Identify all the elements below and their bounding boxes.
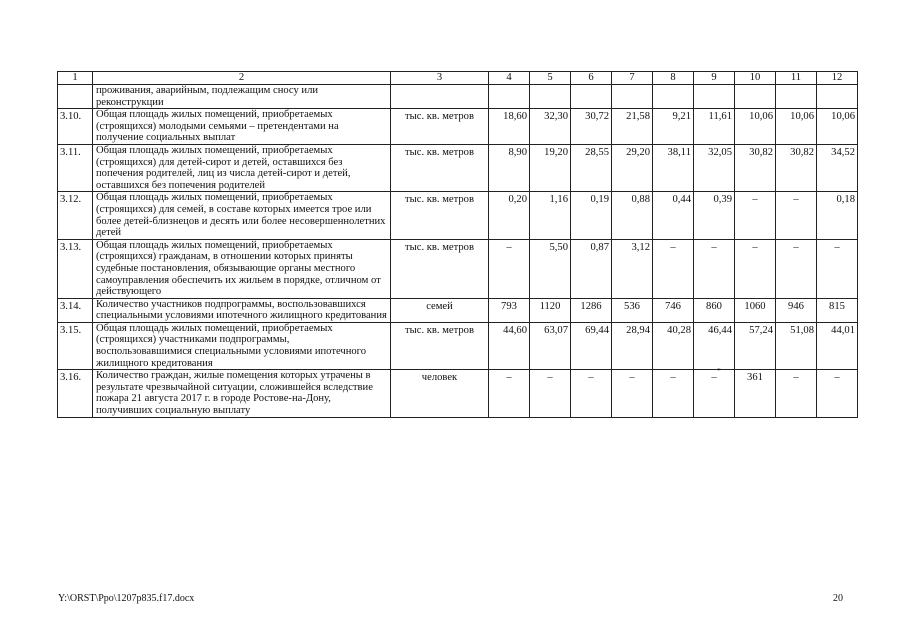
row-value	[776, 85, 817, 109]
row-value: 30,82	[776, 144, 817, 191]
row-value	[530, 85, 571, 109]
row-value: –	[735, 239, 776, 298]
row-value: 1286	[571, 298, 612, 322]
table-row	[58, 85, 858, 109]
row-value: –	[817, 370, 858, 417]
row-number: 3.15.	[58, 322, 93, 369]
row-value: 10,06	[817, 109, 858, 145]
column-number-header: 10	[735, 72, 776, 85]
row-value: 0,20	[489, 192, 530, 239]
row-value: 21,58	[612, 109, 653, 145]
row-value: 40,28	[653, 322, 694, 369]
row-unit: тыс. кв. метров	[391, 239, 489, 298]
row-description: Количество граждан, жилые помещения которых утрачены в результате чрезвычайной ситуации, сложившейся вследствие пожара 21 августа 2017 г. в городе Ростове-на-Дону, получивших социальную выплату	[93, 370, 391, 417]
row-value: –	[530, 370, 571, 417]
row-value: 0,39	[694, 192, 735, 239]
row-value: 0,88	[612, 192, 653, 239]
row-value: 1,16	[530, 192, 571, 239]
row-value: 0,44	[653, 192, 694, 239]
table-row	[58, 298, 858, 322]
row-value: 28,94	[612, 322, 653, 369]
row-value: –	[735, 192, 776, 239]
column-number-header: 7	[612, 72, 653, 85]
row-value: 18,60	[489, 109, 530, 145]
row-value: 361	[735, 370, 776, 417]
column-number-header: 3	[391, 72, 489, 85]
row-value: 10,06	[735, 109, 776, 145]
column-number-header: 6	[571, 72, 612, 85]
row-value: 30,72	[571, 109, 612, 145]
row-description: Количество участников подпрограммы, воспользовавшихся специальными условиями ипотечного жилищного кредитования	[93, 298, 391, 322]
row-description: Общая площадь жилых помещений, приобретаемых (строящихся) молодыми семьями – претендентами на получение социальных выплат	[93, 109, 391, 145]
indicators-table	[57, 71, 858, 418]
row-value: 0,18	[817, 192, 858, 239]
row-value: –	[776, 192, 817, 239]
row-description: Общая площадь жилых помещений, приобретаемых (строящихся) гражданам, в отношении которых приняты судебные постановления, обязывающие органы местного самоуправления обеспечить их жильем в порядке, отличном от действующего	[93, 239, 391, 298]
row-value	[489, 85, 530, 109]
row-value: 746	[653, 298, 694, 322]
row-value: 38,11	[653, 144, 694, 191]
row-value: –	[817, 239, 858, 298]
column-number-header: 2	[93, 72, 391, 85]
row-value: 3,12	[612, 239, 653, 298]
row-unit: тыс. кв. метров	[391, 109, 489, 145]
row-value: 32,05	[694, 144, 735, 191]
row-number: 3.11.	[58, 144, 93, 191]
row-value: 536	[612, 298, 653, 322]
table-header-row	[58, 72, 858, 85]
row-description: Общая площадь жилых помещений, приобретаемых (строящихся) для семей, в составе которых имеется трое или более детей-близнецов и десять или более несовершеннолетних детей	[93, 192, 391, 239]
row-unit: тыс. кв. метров	[391, 192, 489, 239]
row-value: 63,07	[530, 322, 571, 369]
column-number-header: 9	[694, 72, 735, 85]
value-with-footnote	[711, 367, 721, 384]
row-value	[653, 85, 694, 109]
row-value: 19,20	[530, 144, 571, 191]
row-value: 44,60	[489, 322, 530, 369]
row-value	[817, 85, 858, 109]
row-value: –	[489, 370, 530, 417]
row-unit	[391, 85, 489, 109]
row-value: –	[653, 370, 694, 417]
file-path-footer: Y:\ORST\Ppo\1207p835.f17.docx	[58, 593, 195, 604]
table-row	[58, 239, 858, 298]
row-value	[612, 85, 653, 109]
row-number: 3.13.	[58, 239, 93, 298]
row-value: 44,01	[817, 322, 858, 369]
row-value: 34,52	[817, 144, 858, 191]
row-value: –	[571, 370, 612, 417]
row-description: Общая площадь жилых помещений, приобретаемых (строящихся) для детей-сирот и детей, оставшихся без попечения родителей, лиц из числа детей-сирот и детей, оставшихся без попечения родителей	[93, 144, 391, 191]
row-value: 793	[489, 298, 530, 322]
table-row	[58, 144, 858, 191]
row-value: 946	[776, 298, 817, 322]
row-value: –	[612, 370, 653, 417]
table-row	[58, 109, 858, 145]
row-value: 8,90	[489, 144, 530, 191]
row-unit: семей	[391, 298, 489, 322]
page-number: 20	[833, 593, 843, 604]
row-description: Общая площадь жилых помещений, приобретаемых (строящихся) участниками подпрограммы, воспользовавшимися специальными условиями ипотечного жилищного кредитования	[93, 322, 391, 369]
row-value: 69,44	[571, 322, 612, 369]
row-value: –	[776, 239, 817, 298]
row-value: 46,44	[694, 322, 735, 369]
row-value: 0,19	[571, 192, 612, 239]
row-unit: тыс. кв. метров	[391, 322, 489, 369]
row-unit: человек	[391, 370, 489, 417]
row-value-with-footnote	[694, 367, 735, 417]
row-value: 11,61	[694, 109, 735, 145]
row-value: 9,21	[653, 109, 694, 145]
row-unit: тыс. кв. метров	[391, 144, 489, 191]
row-value: 1120	[530, 298, 571, 322]
row-number: 3.16.	[58, 370, 93, 417]
row-value: –	[489, 239, 530, 298]
column-number-header: 1	[58, 72, 93, 85]
row-number	[58, 85, 93, 109]
row-value: 5,50	[530, 239, 571, 298]
column-number-header: 5	[530, 72, 571, 85]
row-value: –	[653, 239, 694, 298]
row-value: 0,87	[571, 239, 612, 298]
footnote-mark: *	[717, 367, 721, 376]
row-value	[735, 85, 776, 109]
row-value: –	[711, 372, 717, 384]
column-number-header: 8	[653, 72, 694, 85]
table-row	[58, 192, 858, 239]
row-value: 51,08	[776, 322, 817, 369]
column-number-header: 11	[776, 72, 817, 85]
row-value: 30,82	[735, 144, 776, 191]
column-number-header: 12	[817, 72, 858, 85]
row-value	[571, 85, 612, 109]
table-row	[58, 370, 858, 417]
row-number: 3.14.	[58, 298, 93, 322]
column-number-header: 4	[489, 72, 530, 85]
row-value: 10,06	[776, 109, 817, 145]
row-value	[694, 85, 735, 109]
row-value: 815	[817, 298, 858, 322]
row-number: 3.12.	[58, 192, 93, 239]
row-value: –	[776, 370, 817, 417]
row-number: 3.10.	[58, 109, 93, 145]
row-value: 1060	[735, 298, 776, 322]
row-value: 28,55	[571, 144, 612, 191]
row-value: –	[694, 239, 735, 298]
table-row	[58, 322, 858, 369]
row-value: 29,20	[612, 144, 653, 191]
row-value: 32,30	[530, 109, 571, 145]
row-description: проживания, аварийным, подлежащим сносу или реконструкции	[93, 85, 391, 109]
row-value: 57,24	[735, 322, 776, 369]
row-value: 860	[694, 298, 735, 322]
